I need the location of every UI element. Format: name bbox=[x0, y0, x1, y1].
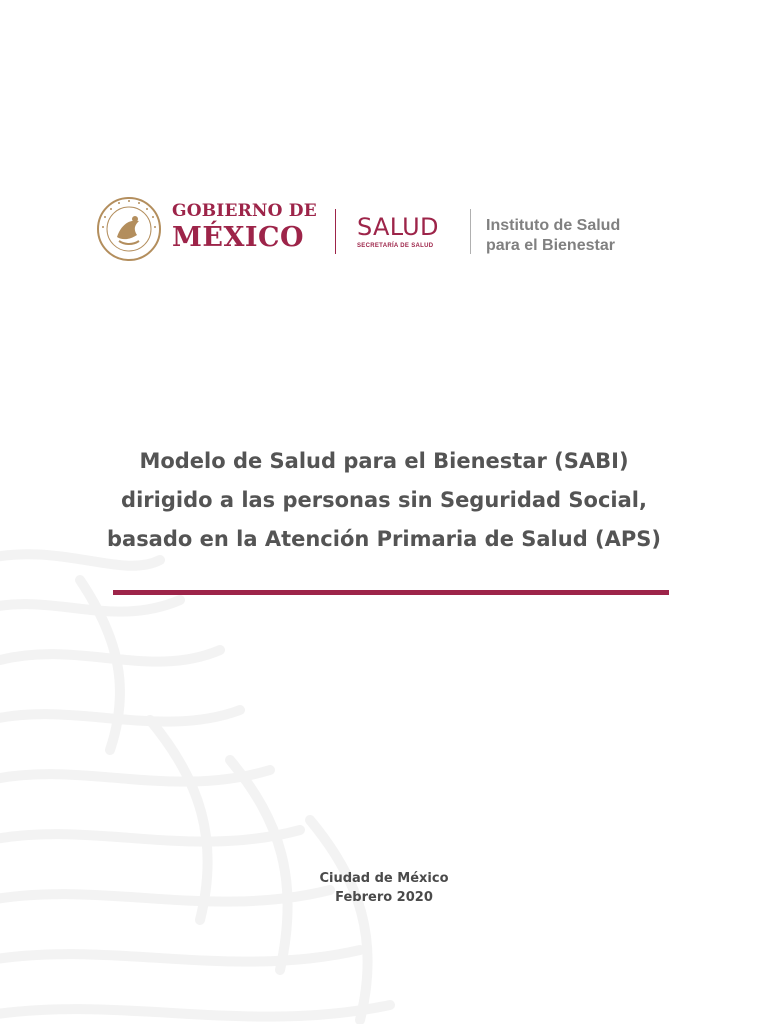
insabi-line2: para el Bienestar bbox=[486, 237, 615, 254]
document-title bbox=[40, 442, 728, 559]
footer-city: Ciudad de México bbox=[319, 871, 449, 886]
gobierno-line1: GOBIERNO DE bbox=[172, 201, 317, 221]
salud-logo bbox=[357, 215, 439, 249]
gobierno-de-mexico-logo bbox=[172, 203, 317, 251]
title-line3: basado en la Atención Primaria de Salud (APS) bbox=[106, 527, 662, 551]
header-logos bbox=[95, 195, 655, 270]
salud-main: SALUD bbox=[357, 213, 439, 241]
document-footer bbox=[200, 869, 568, 907]
title-line2: dirigido a las personas sin Seguridad Social, bbox=[121, 488, 647, 512]
logo-divider bbox=[335, 209, 336, 254]
gobierno-line2: MÉXICO bbox=[172, 222, 305, 253]
footer-date: Febrero 2020 bbox=[335, 890, 433, 905]
watermark-pattern bbox=[0, 520, 480, 1024]
insabi-logo bbox=[486, 216, 620, 256]
title-line1: Modelo de Salud para el Bienestar (SABI) bbox=[139, 449, 629, 473]
logo-divider bbox=[470, 209, 471, 254]
salud-sub: SECRETARÍA DE SALUD bbox=[357, 243, 434, 249]
insabi-line1: Instituto de Salud bbox=[486, 217, 621, 234]
coat-of-arms-seal-icon bbox=[95, 195, 163, 263]
title-underline-rule bbox=[113, 590, 669, 595]
